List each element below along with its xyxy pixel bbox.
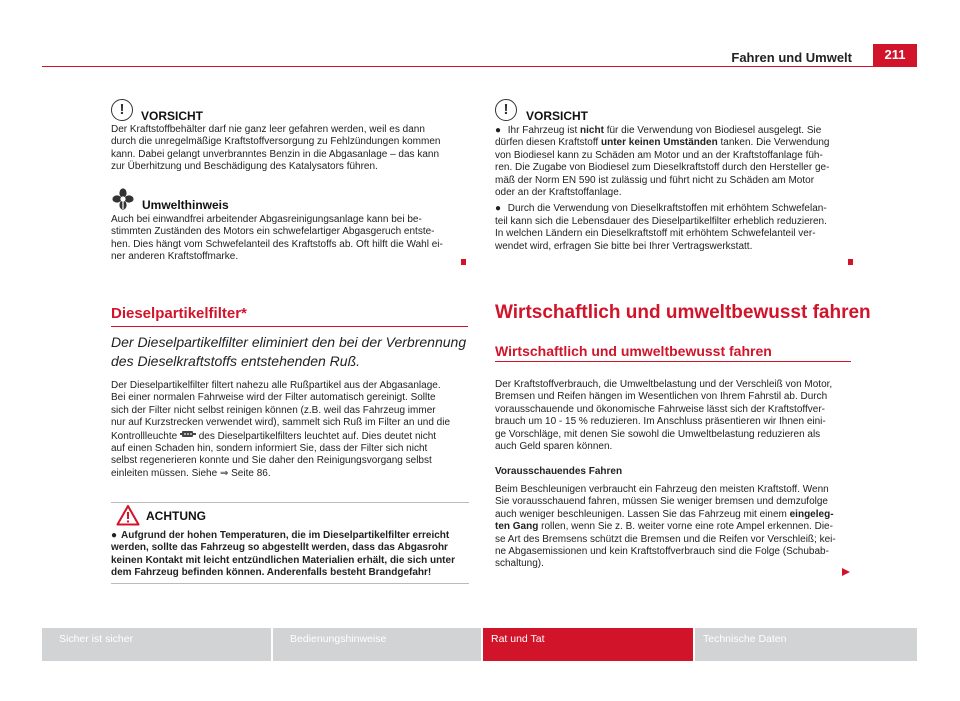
text-fragment: einleiten müssen. Siehe: [111, 467, 218, 479]
lead-line: des Dieselkraftstoffs entstehenden Ruß.: [111, 353, 361, 369]
section-title-dieselpartikelfilter: Dieselpartikelfilter*: [111, 305, 247, 322]
text-line: mäß der Norm EN 590 ist zulässig und führt nicht zu Schäden am Motor: [495, 174, 815, 186]
dpf-paragraph: [111, 380, 473, 480]
text-fragment: auch weniger beschleunigen. Lassen Sie das Fahrzeug mit einem: [495, 508, 787, 520]
text-line: Aufgrund der hohen Temperaturen, die im Dieselpartikelfilter erreicht: [121, 530, 450, 541]
page-number: 211: [873, 44, 917, 66]
text-line: Bremsen und Reifen hängen im Wesentlichen von Ihrem Fahrstil ab. Durch: [495, 391, 828, 403]
text-line: keinen Kontakt mit leicht entzündlichen Materialien erhält, die sich unter: [111, 554, 455, 566]
text-line: vorausschauende und ökonomische Fahrweise lässt sich der Kraftstoffver-: [495, 403, 825, 415]
text-line: Auch bei einwandfrei arbeitender Abgasreinigungsanlage kann bei be-: [111, 214, 422, 225]
text-line: wendet wird, erfragen Sie bitte bei Ihrer Vertragswerkstatt.: [495, 240, 753, 252]
footer-tab-sicher[interactable]: Sicher ist sicher: [42, 628, 271, 661]
text-line: ne Abgasemissionen und kein Kraftstoffverbrauch sind die Folge (Schubab-: [495, 546, 829, 558]
end-marker: [848, 259, 853, 265]
bullet-icon: ●: [495, 125, 502, 136]
text-line: hen. Dies hängt vom Schwefelanteil des Kraftstoffs ab. Oft hilft die Wahl ei-: [111, 238, 443, 250]
text-line: zur Überhitzung und Beschädigung des Katalysators führen.: [111, 161, 378, 173]
text-line: [495, 137, 855, 149]
umwelt-text: [111, 214, 471, 264]
text-fragment: tanken. Die Verwendung: [720, 137, 830, 149]
text-fragment: rollen, wenn Sie z. B. weiter vorne eine rote Ampel erkennen. Die-: [541, 521, 833, 533]
bullet-icon: ●: [111, 530, 118, 541]
section-title-wirtschaftlich: Wirtschaftlich und umweltbewusst fahren: [495, 302, 871, 323]
lead-line: Der Dieselpartikelfilter eliminiert den bei der Verbrennung: [111, 334, 467, 350]
text-line: [495, 509, 857, 521]
text-line: teil kann sich die Lebensdauer des Dieselpartikelfilter erheblich reduzieren.: [495, 215, 827, 227]
achtung-text: [111, 530, 469, 580]
text-line: kann. Dabei gelangt unverbranntes Benzin in die Abgasanlage – das kann: [111, 148, 440, 160]
text-line: se Art des Bremsens schützt die Bremsen und die Reifen vor Verschleiß; kei-: [495, 533, 836, 545]
text-line: stimmten Zuständen des Motors ein schwefelartiger Abgasgeruch entste-: [111, 226, 435, 238]
page-reference-link[interactable]: Seite 86.: [231, 467, 271, 479]
text-line: schaltung).: [495, 558, 544, 570]
text-line: [111, 468, 473, 480]
text-line: auf einen Schaden hin, sondern informiert Sie, dass der Filter sich nicht: [111, 442, 428, 454]
text-line: [495, 203, 855, 215]
text-line: dem Fahrzeug befinden können. Anderenfalls besteht Brandgefahr!: [111, 567, 432, 579]
text-line: von Biodiesel kann zu Schäden am Motor und an der Kraftstoffanlage füh-: [495, 149, 823, 161]
text-fragment: Durch die Verwendung von Dieselkraftstoffen mit erhöhtem Schwefelan-: [507, 203, 827, 215]
section-rule: [111, 326, 468, 327]
section-rule: [495, 361, 851, 362]
text-line: selbst regenerieren konnte und Sie daher den Reinigungsvorgang selbst: [111, 455, 432, 467]
text-fragment-bold: ten Gang: [495, 521, 539, 533]
subsection-title-wirtschaftlich: Wirtschaftlich und umweltbewusst fahren: [495, 343, 772, 359]
text-fragment: des Dieselpartikelfilters leuchtet auf. Dies deutet nicht: [198, 430, 437, 442]
text-line: werden, sollte das Fahrzeug so abgestellt werden, dass das Abgasrohr: [111, 542, 448, 554]
text-fragment: für die Verwendung von Biodiesel ausgelegt. Sie: [606, 125, 822, 136]
subheading-vorausschauend: Vorausschauendes Fahren: [495, 466, 623, 477]
text-fragment: dürfen diesen Kraftstoff: [495, 137, 599, 149]
dpf-warning-lamp-icon: [180, 430, 196, 442]
text-line: nur auf Kurzstrecken verwendet wird), sammelt sich Ruß im Filter an und die: [111, 417, 451, 429]
text-fragment: Ihr Fahrzeug ist: [507, 125, 578, 136]
footer-tab-bedienungshinweise[interactable]: Bedienungshinweise: [273, 628, 481, 661]
vorsicht-title: VORSICHT: [141, 109, 204, 123]
section-lead: [111, 333, 471, 371]
vorsicht-title-right: VORSICHT: [526, 109, 589, 123]
text-line: brauch um 10 - 15 % reduzieren. Im Anschluss präsentieren wir Ihnen eini-: [495, 416, 826, 428]
achtung-box: [111, 502, 469, 584]
text-fragment-bold: nicht: [580, 125, 604, 136]
text-fragment-bold: eingeleg-: [789, 508, 834, 520]
text-line: ner anderen Kraftstoffmarke.: [111, 251, 239, 263]
exclamation-circle-icon: !: [111, 99, 133, 121]
chapter-title: Fahren und Umwelt: [731, 50, 852, 65]
text-line: auch Geld sparen können.: [495, 441, 613, 453]
text-line: durch die unregelmäßige Kraftstoffversorgung zu Fehlzündungen kommen: [111, 136, 441, 148]
environment-flower-icon: [112, 188, 134, 210]
text-line: Beim Beschleunigen verbraucht ein Fahrzeug den meisten Kraftstoff. Wenn: [495, 484, 829, 495]
vorsicht-right-text: [495, 125, 855, 253]
text-fragment-bold: unter keinen Umständen: [601, 137, 718, 149]
achtung-title: ACHTUNG: [146, 509, 206, 523]
vorsicht-text: [111, 124, 471, 174]
end-marker: [461, 259, 466, 265]
text-line: [495, 521, 857, 533]
footer-tab-rat-und-tat[interactable]: Rat und Tat: [483, 628, 693, 661]
text-line: Der Kraftstoffverbrauch, die Umweltbelastung und der Verschleiß von Motor,: [495, 379, 833, 390]
header-rule: [42, 66, 917, 67]
text-fragment: Kontrollleuchte: [111, 430, 178, 442]
driving-paragraph: [495, 484, 857, 571]
exclamation-circle-icon: !: [495, 99, 517, 121]
text-line: Sie vorausschauend fahren, müssen Sie weniger bremsen und demzufolge: [495, 496, 828, 508]
arrow-icon: ⇒: [219, 467, 229, 479]
text-line: Bei einer normalen Fahrweise wird der Filter automatisch gereinigt. Sollte: [111, 392, 436, 404]
text-line: ge Vorschläge, mit denen Sie sowohl die Umweltbelastung reduzieren als: [495, 428, 821, 440]
text-line: Der Kraftstoffbehälter darf nie ganz leer gefahren werden, weil es dann: [111, 124, 425, 135]
text-line: oder an der Kraftstoffanlage.: [495, 187, 622, 199]
text-line: In welchen Ländern ein Dieselkraftstoff mit erhöhtem Schwefelanteil ver-: [495, 228, 816, 240]
footer-tab-technische-daten[interactable]: Technische Daten: [695, 628, 917, 661]
text-line: sich der Filter nicht selbst reinigen können (z.B. weil das Fahrzeug immer: [111, 404, 436, 416]
text-line: ren. Die Zugabe von Biodiesel zum Dieselkraftstoff durch den Hersteller ge-: [495, 162, 830, 174]
warning-triangle-icon: [116, 504, 140, 526]
text-line: Der Dieselpartikelfilter filtert nahezu alle Rußpartikel aus der Abgasanlage.: [111, 380, 441, 391]
bullet-icon: ●: [495, 203, 502, 215]
intro-paragraph: [495, 379, 857, 453]
umwelt-title: Umwelthinweis: [142, 198, 229, 212]
continue-arrow-icon: [841, 564, 851, 574]
text-line: [111, 430, 473, 443]
text-line: [495, 125, 855, 137]
